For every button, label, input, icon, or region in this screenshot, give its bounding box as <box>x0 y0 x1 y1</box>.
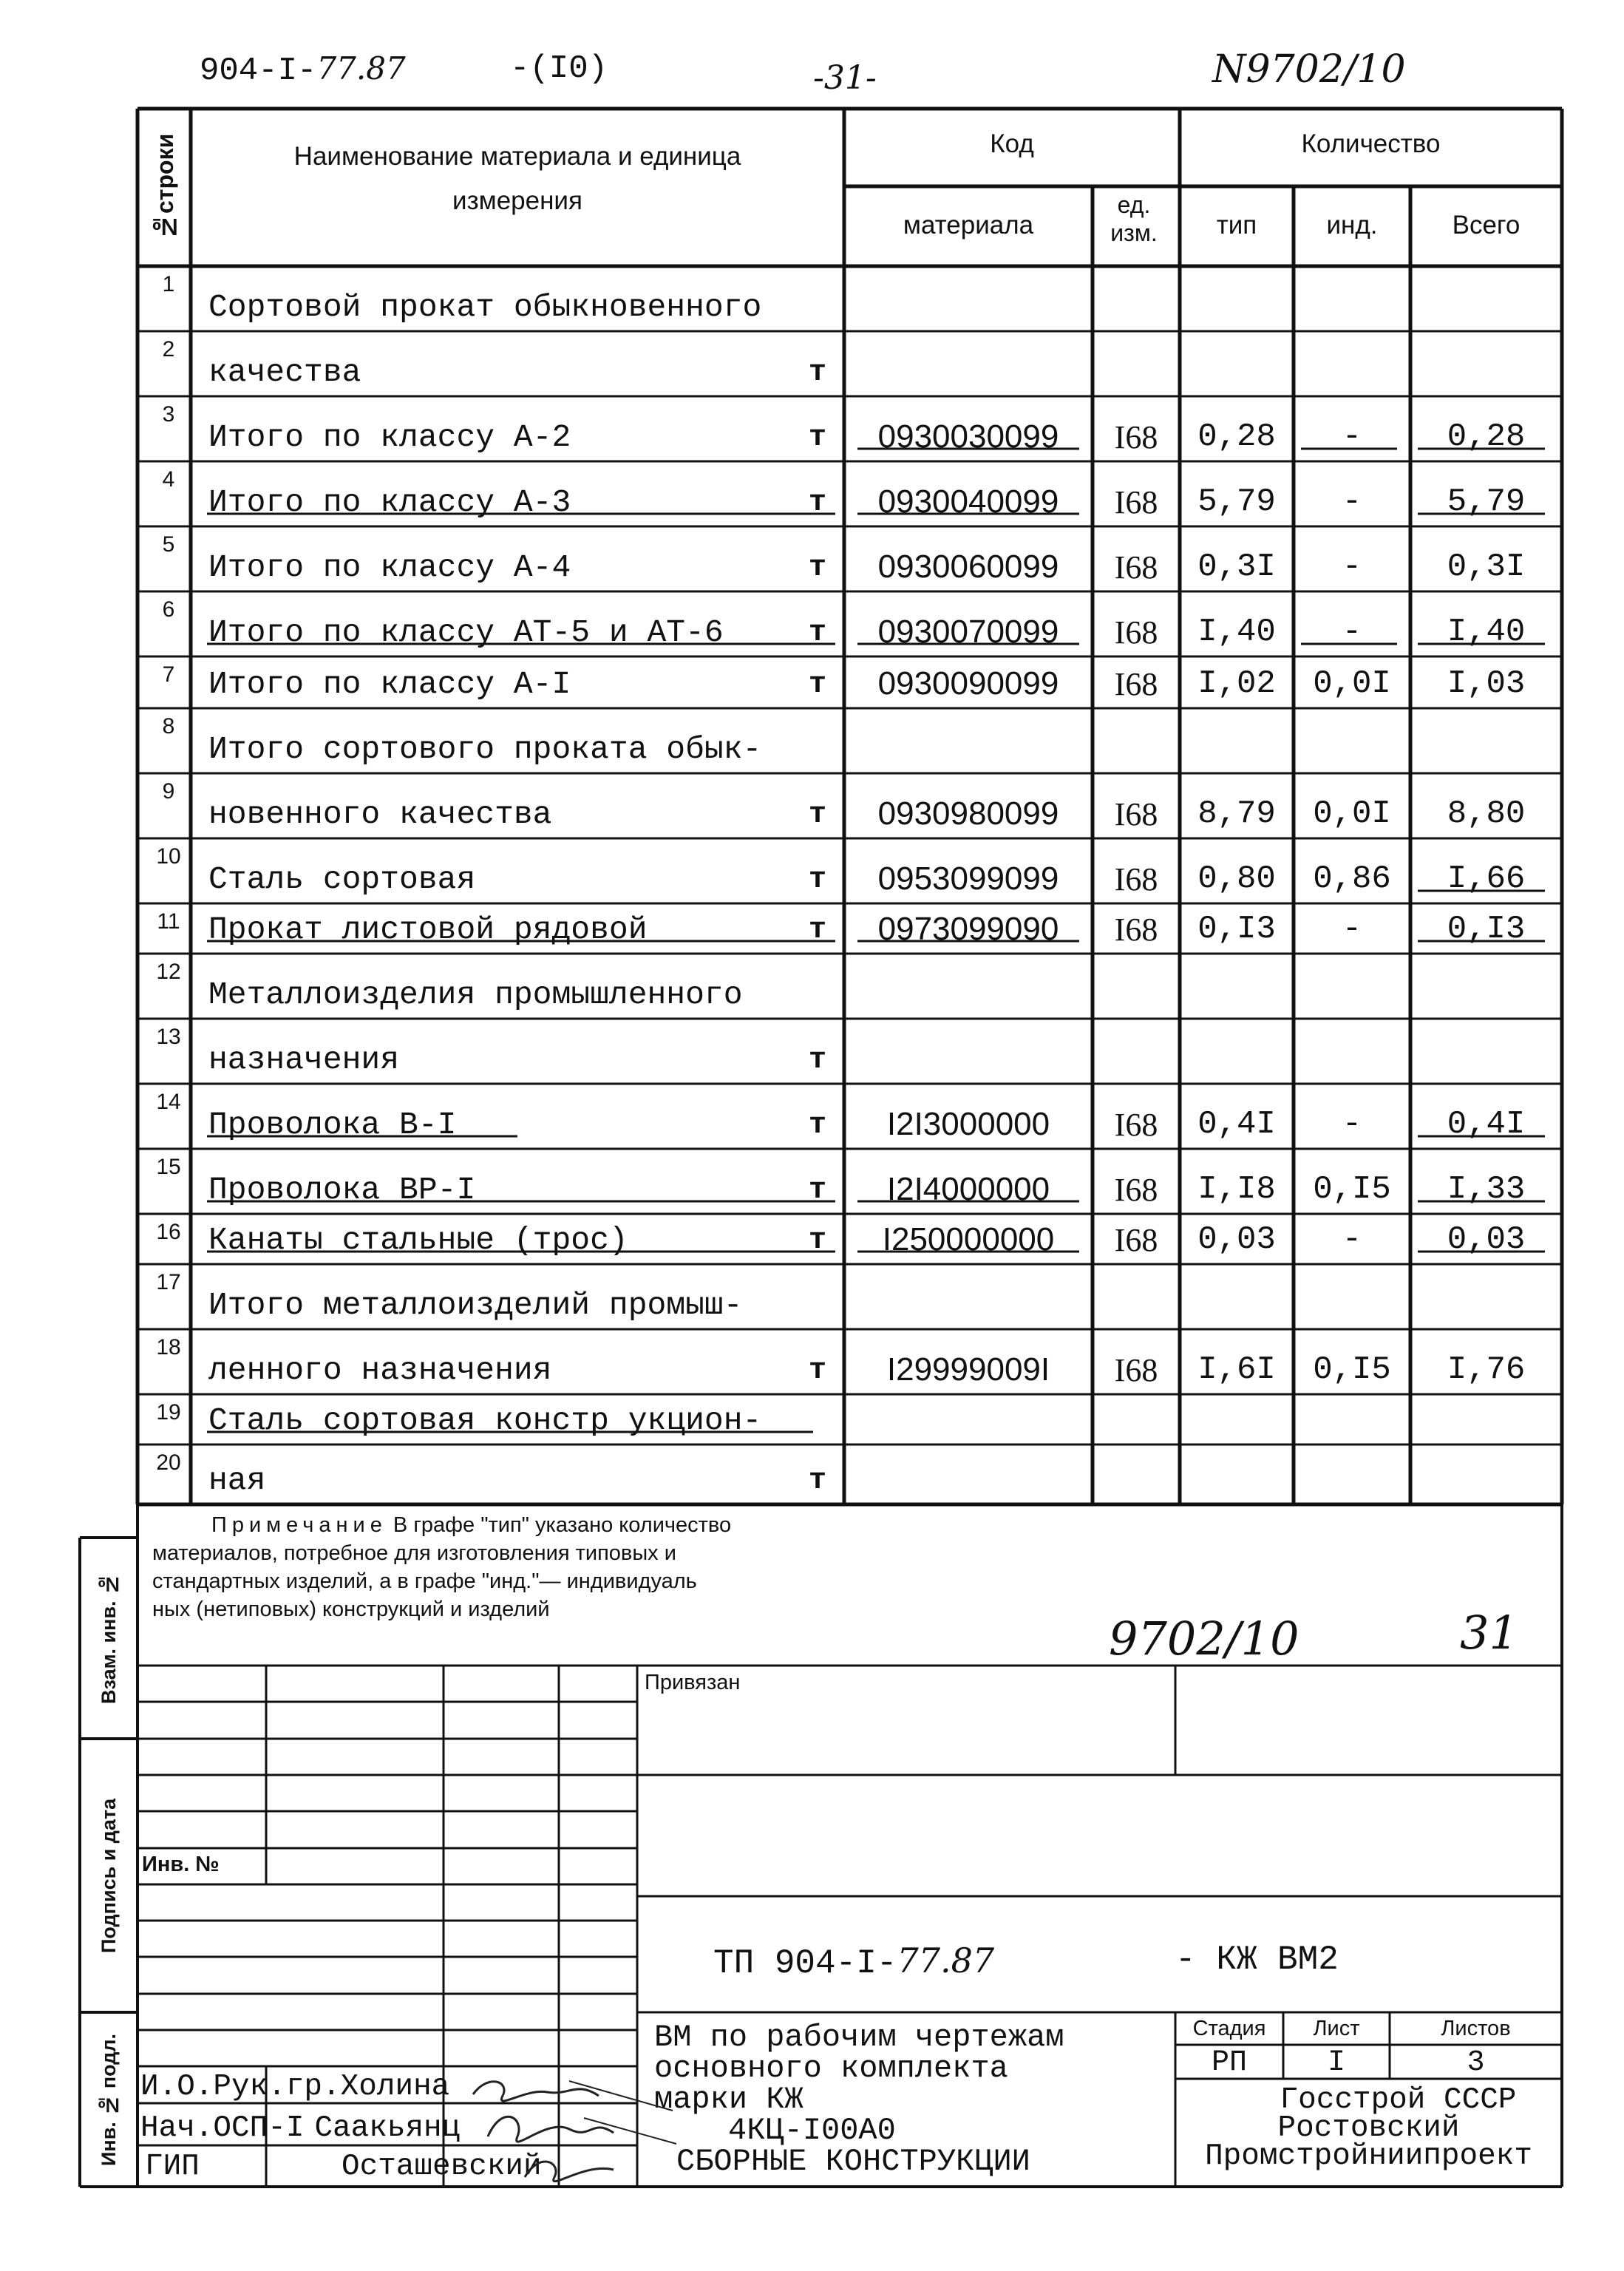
doc-code <box>200 50 406 89</box>
row-15-total: I,33 <box>1447 1171 1526 1208</box>
org-line-3: Промстройниипроект <box>1205 2139 1532 2173</box>
row-1-n: 1 <box>162 272 175 296</box>
row-11-unit: I68 <box>1114 912 1158 948</box>
row-5-ind: - <box>1342 549 1362 585</box>
row-5-typ: 0,3I <box>1197 549 1276 585</box>
row-7-code: 0930090099 <box>877 665 1059 702</box>
row-6-name: Итого по классу АТ-5 и АТ-6 <box>208 614 724 651</box>
row-9-typ: 8,79 <box>1197 795 1276 832</box>
row-4-n: 4 <box>162 467 175 492</box>
row-13-n: 13 <box>156 1025 181 1049</box>
row-18-unit: I68 <box>1114 1352 1158 1388</box>
row-19-name: Сталь сортовая констр укцион- <box>208 1402 762 1439</box>
row-12-name: Металлоизделия промышленного <box>208 977 743 1013</box>
row-5-total: 0,3I <box>1447 549 1526 585</box>
row-12-n: 12 <box>156 960 181 984</box>
row-20-n: 20 <box>156 1450 181 1475</box>
row-1-name: Сортовой прокат обыкновенного <box>208 289 762 325</box>
row-6-ind: - <box>1342 614 1362 651</box>
reference-number: N9702/10 <box>1212 47 1406 92</box>
stage-label: Стадия <box>1192 2017 1266 2040</box>
row-10-name: Сталь сортовая <box>208 861 476 897</box>
inv-number-label: Инв. № <box>142 1853 220 1876</box>
row-17-n: 17 <box>156 1270 181 1294</box>
row-18-n: 18 <box>156 1335 181 1359</box>
row-10-typ: 0,80 <box>1197 860 1276 897</box>
row-5-u: т <box>808 551 826 585</box>
row-6-total: I,40 <box>1447 614 1526 651</box>
org-line-1: Госстрой СССР <box>1280 2083 1517 2117</box>
row-14-ind: - <box>1342 1106 1362 1143</box>
row-7-n: 7 <box>162 662 175 687</box>
organization <box>1175 2083 1562 2173</box>
row-14-unit: I68 <box>1114 1107 1158 1143</box>
row-17-name: Итого металлоизделий промыш- <box>208 1287 743 1323</box>
row-15-u: т <box>808 1174 826 1207</box>
row-7-name: Итого по классу А-I <box>208 666 571 702</box>
row-16-total: 0,03 <box>1447 1221 1526 1258</box>
row-16-typ: 0,03 <box>1197 1221 1276 1258</box>
row-6-code: 0930070099 <box>877 614 1059 650</box>
signature-name-3: Осташевский <box>342 2150 542 2184</box>
page-mark: -31- <box>813 59 877 97</box>
row-7-total: I,03 <box>1447 665 1526 702</box>
row-11-n: 11 <box>157 909 180 934</box>
row-11-typ: 0,I3 <box>1197 911 1276 948</box>
signature-name-2: Саакьянц <box>314 2111 461 2145</box>
margin-original-inv: Инв. № подл. <box>98 2033 120 2166</box>
row-18-typ: I,6I <box>1197 1351 1276 1388</box>
row-3-typ: 0,28 <box>1197 418 1276 455</box>
sheet-label: Лист <box>1313 2017 1360 2040</box>
org-line-2: Ростовский <box>1277 2111 1460 2145</box>
row-5-n: 5 <box>162 532 175 557</box>
row-2-u: т <box>808 356 826 390</box>
row-11-code: 0973099090 <box>877 911 1059 947</box>
row-18-u: т <box>808 1354 826 1388</box>
sheet-description <box>654 2022 1064 2177</box>
row-14-name: Проволока В-I <box>208 1107 457 1143</box>
description-line-3: марки КЖ <box>654 2082 803 2117</box>
sheets-label: Листов <box>1441 2017 1511 2040</box>
row-8-name: Итого сортового проката обык- <box>208 731 762 767</box>
row-5-unit: I68 <box>1114 549 1158 585</box>
row-16-u: т <box>808 1224 826 1257</box>
row-15-ind: 0,I5 <box>1313 1171 1391 1208</box>
row-19-n: 19 <box>156 1400 181 1425</box>
doc-code-prefix: 904-I- <box>200 52 317 89</box>
attached-label: Привязан <box>645 1671 741 1694</box>
row-18-ind: 0,I5 <box>1313 1351 1391 1388</box>
row-14-u: т <box>808 1109 826 1142</box>
row-10-u: т <box>808 863 826 897</box>
row-10-n: 10 <box>156 844 181 869</box>
row-16-name: Канаты стальные (трос) <box>208 1222 628 1258</box>
row-20-u: т <box>808 1464 826 1498</box>
row-15-name: Проволока ВР-I <box>208 1172 476 1208</box>
note-line-3: стандартных изделий, а в графе "инд."— индивидуаль <box>152 1569 697 1593</box>
handwritten-page: 31 <box>1460 1606 1518 1660</box>
row-10-unit: I68 <box>1114 861 1158 897</box>
project-suffix: - КЖ ВМ2 <box>1175 1941 1339 1979</box>
row-4-total: 5,79 <box>1447 483 1526 520</box>
row-9-name: новенного качества <box>208 796 552 832</box>
row-11-name: Прокат листовой рядовой <box>208 912 648 948</box>
note-line-2: материалов, потребное для изготовления типовых и <box>152 1541 676 1565</box>
doc-code-handwritten: 77.87 <box>316 50 406 86</box>
header-total: Всего <box>1452 211 1521 240</box>
note-block <box>152 1511 731 1623</box>
row-3-ind: - <box>1342 418 1362 455</box>
row-7-u: т <box>808 668 826 702</box>
row-8-n: 8 <box>162 714 175 739</box>
row-14-total: 0,4I <box>1447 1106 1526 1143</box>
row-11-total: 0,I3 <box>1447 911 1526 948</box>
row-9-n: 9 <box>162 779 175 804</box>
project-code-handwritten: 77.87 <box>897 1941 995 1980</box>
row-10-code: 0953099099 <box>877 860 1059 897</box>
row-18-name: ленного назначения <box>208 1352 552 1388</box>
signature-row-1 <box>140 2070 449 2104</box>
doc-part: -(I0) <box>510 50 608 87</box>
row-10-ind: 0,86 <box>1313 860 1391 897</box>
row-11-u: т <box>808 914 826 947</box>
row-6-typ: I,40 <box>1197 614 1276 651</box>
row-3-name: Итого по классу А-2 <box>208 419 571 455</box>
stage-value: РП <box>1211 2046 1247 2080</box>
signature-role-1: И.О.Рук.гр. <box>140 2070 341 2104</box>
row-15-code: I2I4000000 <box>886 1171 1050 1207</box>
signature-role-2: Нач.ОСП-I <box>140 2111 305 2145</box>
row-13-u: т <box>808 1044 826 1077</box>
row-9-ind: 0,0I <box>1313 795 1391 832</box>
row-6-unit: I68 <box>1114 614 1158 651</box>
row-4-ind: - <box>1342 483 1362 520</box>
header-unit: ед. изм. <box>1110 191 1158 246</box>
row-16-unit: I68 <box>1114 1222 1158 1258</box>
row-15-unit: I68 <box>1114 1172 1158 1208</box>
header-ind: инд. <box>1326 211 1378 240</box>
row-20-name: ная <box>208 1462 266 1498</box>
row-16-n: 16 <box>156 1220 181 1244</box>
handwritten-reference: 9702/10 <box>1109 1612 1299 1666</box>
margin-signature-date: Подпись и дата <box>98 1798 120 1953</box>
row-2-name: качества <box>208 354 361 390</box>
margin-replaced-inv: Взам. инв. № <box>98 1572 120 1704</box>
row-4-code: 0930040099 <box>877 483 1059 520</box>
row-4-typ: 5,79 <box>1197 483 1276 520</box>
project-code-prefix: ТП 904-I- <box>713 1944 897 1983</box>
header-type: тип <box>1216 211 1257 240</box>
row-16-ind: - <box>1342 1221 1362 1258</box>
row-5-code: 0930060099 <box>877 549 1059 585</box>
signature-role-3: ГИП <box>145 2150 200 2184</box>
row-5-name: Итого по классу А-4 <box>208 549 571 585</box>
row-4-unit: I68 <box>1114 484 1158 520</box>
note-line-4: ных (нетиповых) конструкций и изделий <box>152 1598 550 1621</box>
row-7-unit: I68 <box>1114 666 1158 702</box>
row-13-name: назначения <box>208 1042 400 1078</box>
row-6-u: т <box>808 617 826 650</box>
row-6-n: 6 <box>162 597 175 622</box>
description-line-5: СБОРНЫЕ КОНСТРУКЦИИ <box>676 2144 1030 2179</box>
project-code <box>713 1941 994 1983</box>
row-11-ind: - <box>1342 911 1362 948</box>
row-3-code: 0930030099 <box>877 418 1059 455</box>
header-row-number: №строки <box>152 133 178 240</box>
row-15-typ: I,I8 <box>1197 1171 1276 1208</box>
row-16-code: I250000000 <box>882 1221 1055 1257</box>
note-text-1: В графе "тип" указано количество <box>393 1513 732 1537</box>
note-heading: Примечание <box>211 1513 387 1537</box>
description-line-1: ВМ по рабочим чертежам <box>654 2020 1064 2055</box>
row-9-total: 8,80 <box>1447 795 1526 832</box>
header-material-code: материала <box>903 211 1034 240</box>
row-10-total: I,66 <box>1447 860 1526 897</box>
row-3-u: т <box>808 421 826 455</box>
row-4-u: т <box>808 486 826 520</box>
row-14-typ: 0,4I <box>1197 1106 1276 1143</box>
row-18-code: I29999009I <box>886 1351 1050 1388</box>
signature-name-1: Холина <box>340 2070 450 2104</box>
description-line-4: 4КЦ-I00А0 <box>728 2113 896 2148</box>
row-3-total: 0,28 <box>1447 418 1526 455</box>
signature-row-2 <box>140 2111 460 2145</box>
header-quantity: Количество <box>1301 129 1441 158</box>
handwritten-signatures <box>458 2066 680 2192</box>
row-7-ind: 0,0I <box>1313 665 1391 702</box>
row-3-unit: I68 <box>1114 419 1158 455</box>
sheet-value: I <box>1327 2046 1345 2080</box>
row-14-code: I2I3000000 <box>886 1106 1050 1142</box>
header-code: Код <box>990 129 1034 158</box>
description-line-2: основного комплекта <box>654 2051 1008 2086</box>
header-material-name: Наименование материала и единица измерения <box>293 142 741 215</box>
row-14-n: 14 <box>156 1090 181 1114</box>
sheets-value: 3 <box>1467 2046 1485 2080</box>
row-7-typ: I,02 <box>1197 665 1276 702</box>
row-9-code: 0930980099 <box>877 795 1059 832</box>
row-15-n: 15 <box>156 1155 181 1179</box>
row-18-total: I,76 <box>1447 1351 1526 1388</box>
note-line-1 <box>152 1511 731 1539</box>
row-9-unit: I68 <box>1114 796 1158 832</box>
row-9-u: т <box>808 798 826 832</box>
row-3-n: 3 <box>162 402 175 427</box>
row-2-n: 2 <box>162 337 175 361</box>
row-4-name: Итого по классу А-3 <box>208 484 571 520</box>
